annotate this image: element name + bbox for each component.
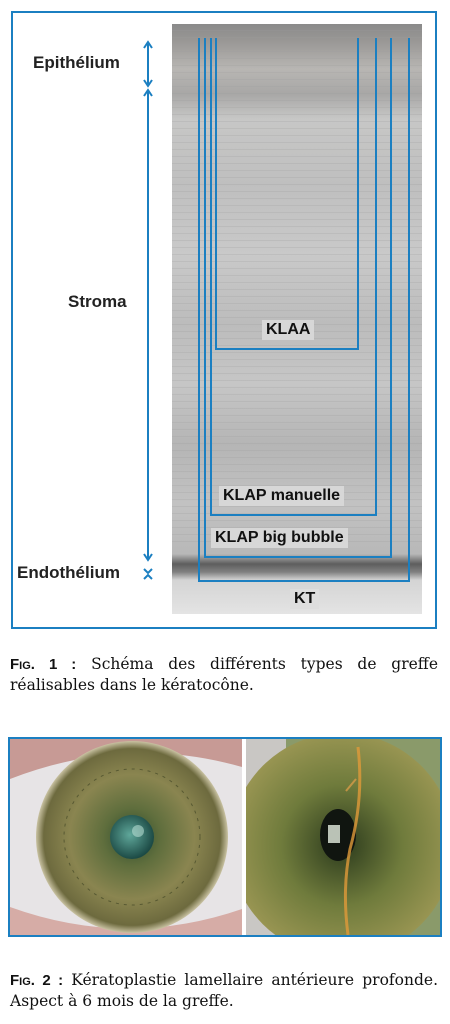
kt-label: KT: [290, 589, 319, 609]
figure-2-caption-text: Kératoplastie lamellaire antérieure profonde. Aspect à 6 mois de la greffe.: [10, 971, 438, 1010]
klap-manual-label: KLAP manuelle: [219, 486, 344, 506]
figure-1-caption-text: Schéma des différents types de greffe réalisables dans le kératocône.: [10, 655, 438, 694]
figure-2-label: Fig. 2 :: [10, 972, 64, 989]
figure-1-caption: [10, 654, 438, 695]
layer-bracket-arrows: [138, 38, 158, 586]
epithelium-label: Epithélium: [33, 53, 120, 72]
stroma-label: Stroma: [68, 292, 127, 311]
klaa-label: KLAA: [262, 320, 314, 340]
eye-photo-left: [10, 739, 242, 935]
klap-big-bubble-label: KLAP big bubble: [211, 528, 348, 548]
eye-photo-right: [246, 739, 440, 935]
figure-1-label: Fig. 1 :: [10, 656, 77, 673]
figure-2-caption: [10, 970, 438, 1011]
endothelium-label: Endothélium: [17, 563, 120, 582]
